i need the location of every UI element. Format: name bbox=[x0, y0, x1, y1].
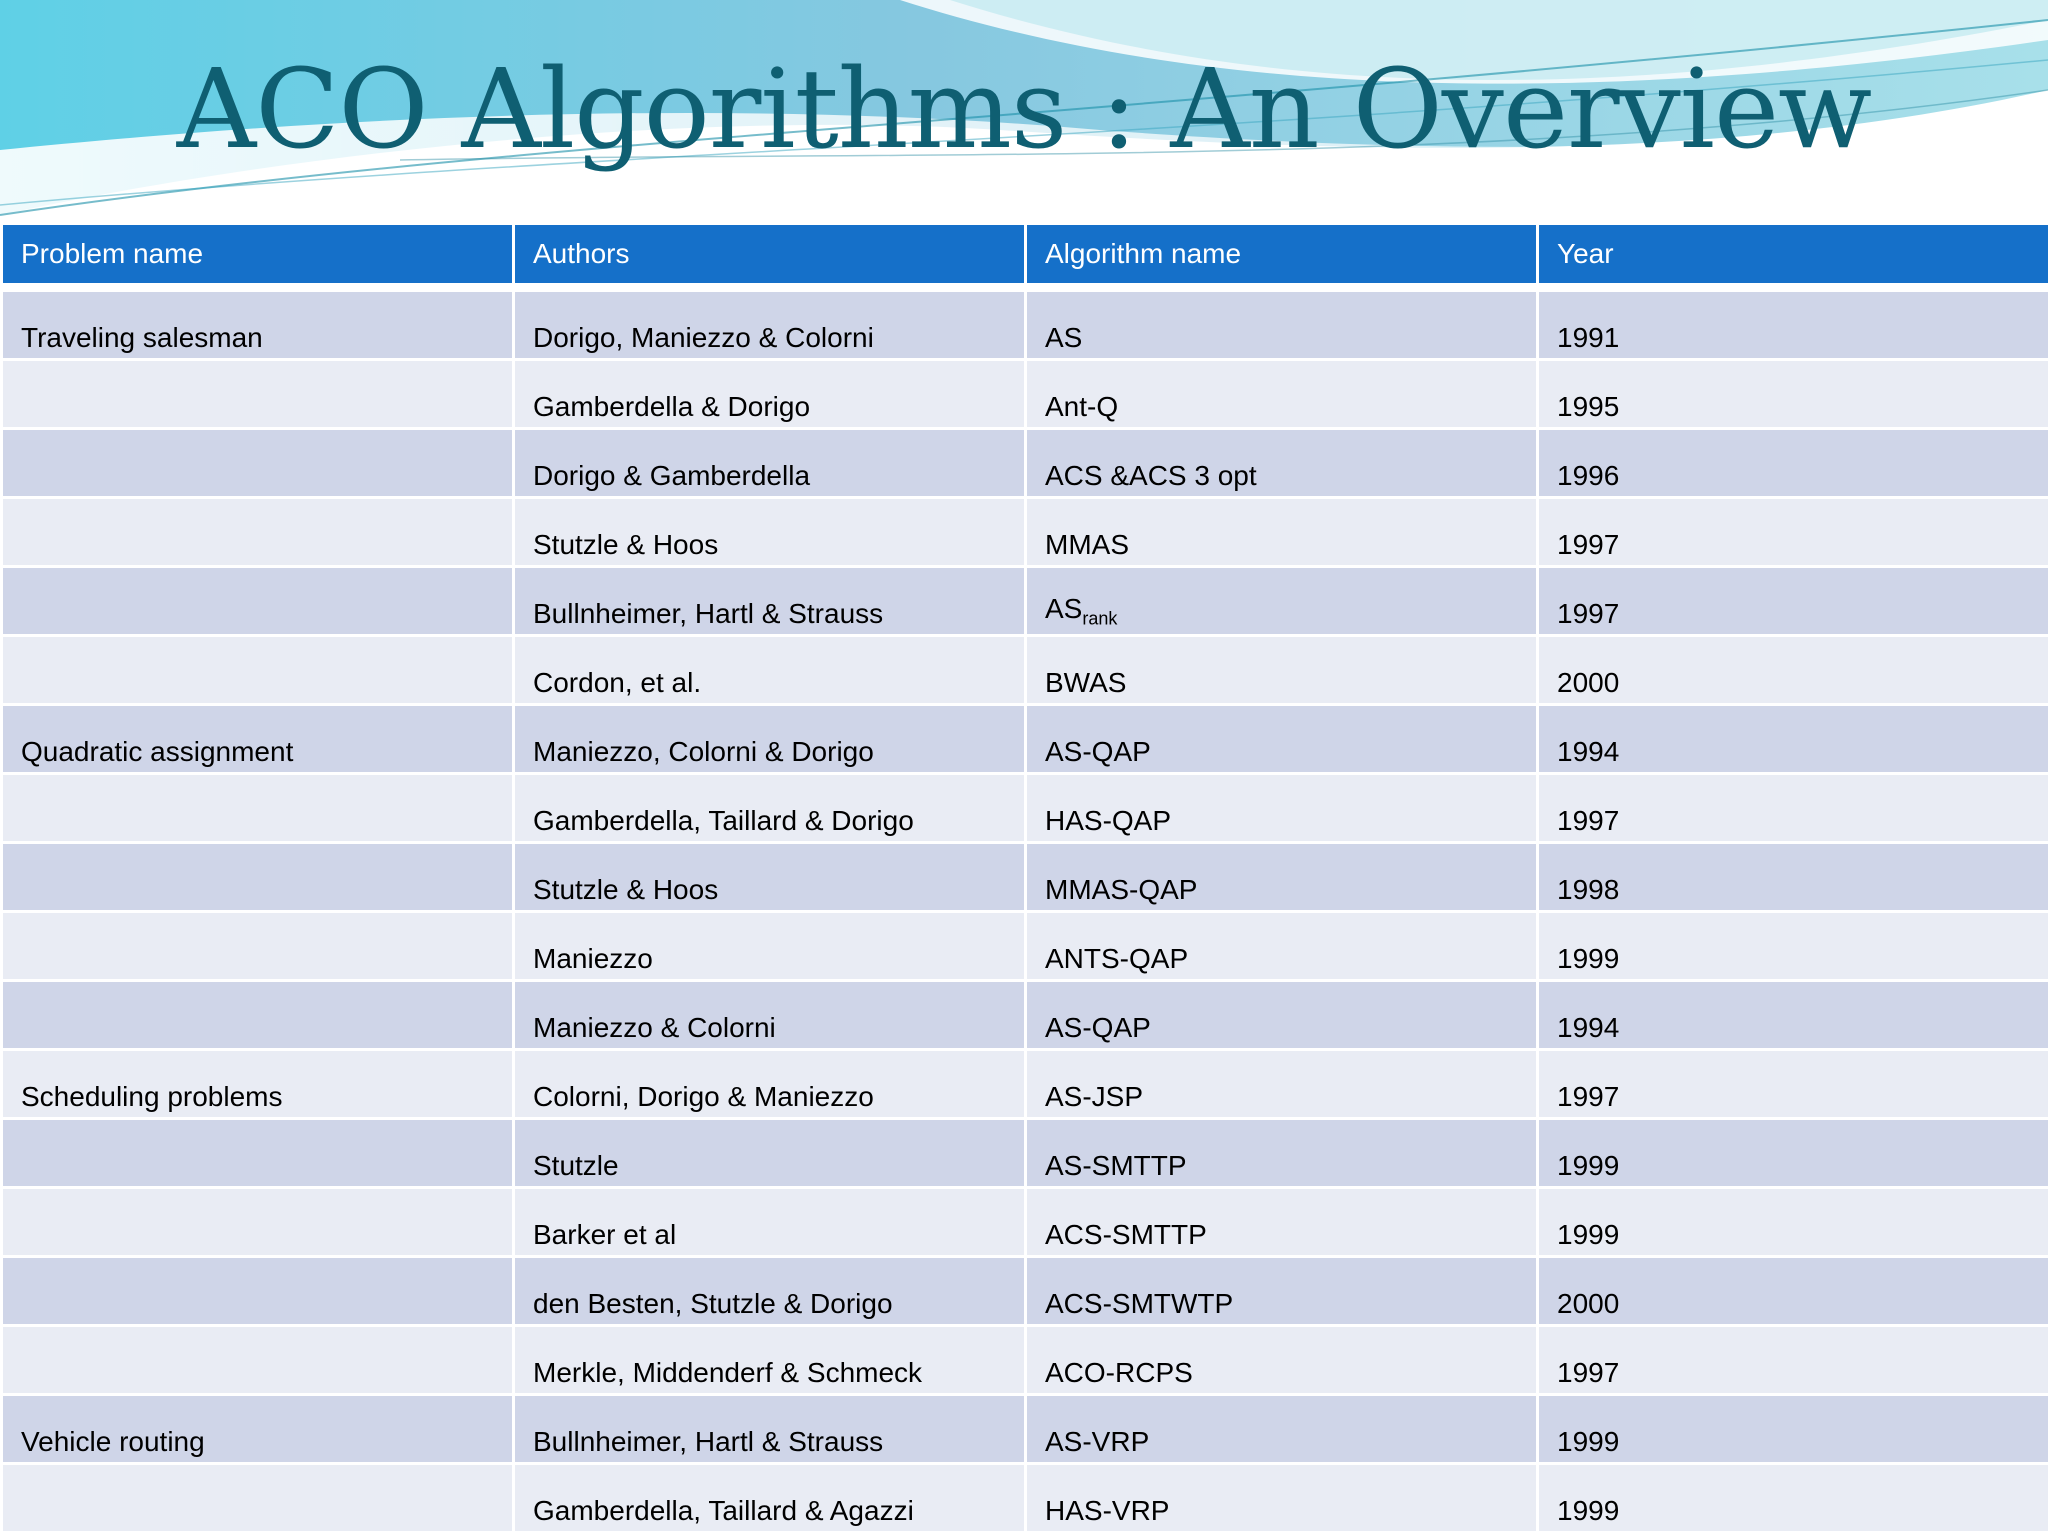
algorithm-cell: MMAS bbox=[1027, 499, 1536, 565]
table-row bbox=[3, 568, 2048, 634]
problem-cell bbox=[3, 1189, 512, 1255]
algorithm-cell: ACS &ACS 3 opt bbox=[1027, 430, 1536, 496]
algorithm-cell: AS-VRP bbox=[1027, 1396, 1536, 1462]
algorithm-cell: ACS-SMTWTP bbox=[1027, 1258, 1536, 1324]
authors-cell: den Besten, Stutzle & Dorigo bbox=[515, 1258, 1024, 1324]
problem-cell: Traveling salesman bbox=[3, 292, 512, 358]
header-algorithm-name: Algorithm name bbox=[1027, 225, 1536, 283]
authors-cell: Stutzle & Hoos bbox=[515, 499, 1024, 565]
authors-cell: Stutzle bbox=[515, 1120, 1024, 1186]
authors-cell: Bullnheimer, Hartl & Strauss bbox=[515, 1396, 1024, 1462]
authors-cell: Barker et al bbox=[515, 1189, 1024, 1255]
authors-cell: Dorigo & Gamberdella bbox=[515, 430, 1024, 496]
header-year: Year bbox=[1539, 225, 2048, 283]
year-cell: 2000 bbox=[1539, 637, 2048, 703]
authors-cell: Gamberdella & Dorigo bbox=[515, 361, 1024, 427]
problem-cell bbox=[3, 1327, 512, 1393]
algorithm-cell: AS-SMTTP bbox=[1027, 1120, 1536, 1186]
table-row bbox=[3, 1120, 2048, 1186]
algorithm-cell: AS-QAP bbox=[1027, 982, 1536, 1048]
year-cell: 1994 bbox=[1539, 706, 2048, 772]
table-row bbox=[3, 430, 2048, 496]
year-cell: 1999 bbox=[1539, 1120, 2048, 1186]
year-cell: 1997 bbox=[1539, 775, 2048, 841]
algorithm-cell: ACS-SMTTP bbox=[1027, 1189, 1536, 1255]
header-authors: Authors bbox=[515, 225, 1024, 283]
authors-cell: Maniezzo & Colorni bbox=[515, 982, 1024, 1048]
table-row bbox=[3, 913, 2048, 979]
table-row bbox=[3, 982, 2048, 1048]
authors-cell: Maniezzo bbox=[515, 913, 1024, 979]
algorithm-cell: ANTS-QAP bbox=[1027, 913, 1536, 979]
year-cell: 1994 bbox=[1539, 982, 2048, 1048]
year-cell: 1999 bbox=[1539, 1465, 2048, 1531]
table-row bbox=[3, 844, 2048, 910]
table-row bbox=[3, 706, 2048, 772]
year-cell: 1997 bbox=[1539, 1327, 2048, 1393]
authors-cell: Colorni, Dorigo & Maniezzo bbox=[515, 1051, 1024, 1117]
problem-cell bbox=[3, 637, 512, 703]
algorithm-cell bbox=[1027, 568, 1536, 634]
algorithm-cell: MMAS-QAP bbox=[1027, 844, 1536, 910]
table-header-row bbox=[3, 225, 2048, 283]
table-row bbox=[3, 1051, 2048, 1117]
year-cell: 1997 bbox=[1539, 1051, 2048, 1117]
authors-cell: Bullnheimer, Hartl & Strauss bbox=[515, 568, 1024, 634]
authors-cell: Stutzle & Hoos bbox=[515, 844, 1024, 910]
table-row bbox=[3, 1258, 2048, 1324]
problem-cell bbox=[3, 1465, 512, 1531]
table-row bbox=[3, 361, 2048, 427]
year-cell: 1991 bbox=[1539, 292, 2048, 358]
problem-cell bbox=[3, 844, 512, 910]
algorithm-cell: HAS-VRP bbox=[1027, 1465, 1536, 1531]
problem-cell bbox=[3, 499, 512, 565]
year-cell: 1999 bbox=[1539, 913, 2048, 979]
authors-cell: Cordon, et al. bbox=[515, 637, 1024, 703]
problem-cell: Scheduling problems bbox=[3, 1051, 512, 1117]
authors-cell: Merkle, Middenderf & Schmeck bbox=[515, 1327, 1024, 1393]
slide-title: ACO Algorithms : An Overview bbox=[176, 45, 1872, 173]
algorithm-cell: ACO-RCPS bbox=[1027, 1327, 1536, 1393]
algorithm-subscript: rank bbox=[1082, 609, 1118, 629]
table-row bbox=[3, 1327, 2048, 1393]
table-row bbox=[3, 1189, 2048, 1255]
problem-cell bbox=[3, 568, 512, 634]
table-row bbox=[3, 1465, 2048, 1531]
problem-cell bbox=[3, 1258, 512, 1324]
authors-cell: Maniezzo, Colorni & Dorigo bbox=[515, 706, 1024, 772]
algorithm-cell: AS-QAP bbox=[1027, 706, 1536, 772]
algorithm-cell: BWAS bbox=[1027, 637, 1536, 703]
table-row bbox=[3, 1396, 2048, 1462]
problem-cell bbox=[3, 982, 512, 1048]
header-problem-name: Problem name bbox=[3, 225, 512, 283]
authors-cell: Gamberdella, Taillard & Agazzi bbox=[515, 1465, 1024, 1531]
problem-cell bbox=[3, 430, 512, 496]
year-cell: 1999 bbox=[1539, 1396, 2048, 1462]
algorithm-base: AS bbox=[1045, 593, 1083, 625]
table-row bbox=[3, 292, 2048, 358]
year-cell: 1997 bbox=[1539, 568, 2048, 634]
authors-cell: Dorigo, Maniezzo & Colorni bbox=[515, 292, 1024, 358]
algorithm-cell: AS bbox=[1027, 292, 1536, 358]
problem-cell bbox=[3, 1120, 512, 1186]
year-cell: 1998 bbox=[1539, 844, 2048, 910]
problem-cell: Vehicle routing bbox=[3, 1396, 512, 1462]
algorithm-cell: HAS-QAP bbox=[1027, 775, 1536, 841]
table-row bbox=[3, 499, 2048, 565]
year-cell: 1999 bbox=[1539, 1189, 2048, 1255]
aco-algorithms-table bbox=[0, 222, 2048, 1534]
problem-cell bbox=[3, 361, 512, 427]
algorithm-cell: AS-JSP bbox=[1027, 1051, 1536, 1117]
year-cell: 1996 bbox=[1539, 430, 2048, 496]
table-row bbox=[3, 775, 2048, 841]
algorithm-cell: Ant-Q bbox=[1027, 361, 1536, 427]
table-row bbox=[3, 637, 2048, 703]
problem-cell bbox=[3, 913, 512, 979]
year-cell: 1995 bbox=[1539, 361, 2048, 427]
problem-cell: Quadratic assignment bbox=[3, 706, 512, 772]
year-cell: 2000 bbox=[1539, 1258, 2048, 1324]
problem-cell bbox=[3, 775, 512, 841]
year-cell: 1997 bbox=[1539, 499, 2048, 565]
authors-cell: Gamberdella, Taillard & Dorigo bbox=[515, 775, 1024, 841]
